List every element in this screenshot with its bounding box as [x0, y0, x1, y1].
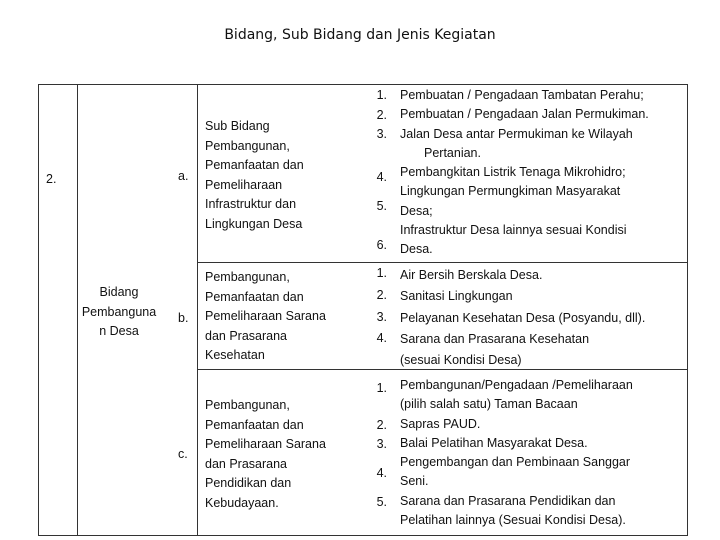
sub-bidang-b-text: Pembangunan, Pemanfaatan dan Pemeliharaan Sarana dan Prasarana Kesehatan — [205, 270, 326, 362]
list-item: Pembangunan/Pengadaan /Pemeliharaan — [400, 378, 633, 392]
activity-number: 6. — [376, 238, 387, 252]
activity-number: 2. — [376, 418, 387, 432]
activity-number: 3. — [376, 127, 387, 141]
list-item: Desa. — [400, 242, 433, 257]
activity-list-b — [400, 265, 645, 371]
list-item: Sarana dan Prasarana Pendidikan dan — [400, 493, 616, 508]
list-item: Pembuatan / Pengadaan Jalan Permukiman. — [400, 107, 649, 122]
list-item: Desa; — [400, 203, 433, 218]
list-item: (sesuai Kondisi Desa) — [400, 353, 522, 368]
bidang-label: Bidang Pembanguna n Desa — [81, 285, 157, 338]
activity-number: 4. — [376, 331, 387, 345]
sub-bidang-c-text: Pembangunan, Pemanfaatan dan Pemeliharaan Sarana dan Prasarana Pendidikan dan Kebudayaan. — [205, 398, 326, 510]
sub-letter-c: c. — [178, 447, 188, 461]
list-item: Jalan Desa antar Permukiman ke Wilayah — [400, 126, 633, 141]
column-divider — [197, 84, 198, 536]
activity-number: 4. — [376, 466, 387, 480]
sub-letter-b: b. — [178, 311, 189, 325]
activity-number: 2. — [376, 108, 387, 122]
activity-number: 3. — [376, 310, 387, 324]
list-item: Pembangkitan Listrik Tenaga Mikrohidro; — [400, 165, 626, 180]
list-item: Pelatihan lainnya (Sesuai Kondisi Desa). — [400, 513, 626, 528]
list-item: Seni. — [400, 474, 429, 489]
activity-number: 1. — [376, 266, 387, 280]
list-item: Lingkungan Permungkiman Masyarakat — [400, 184, 621, 199]
list-item: (pilih salah satu) Taman Bacaan — [400, 397, 578, 412]
sub-bidang-a-text: Sub Bidang Pembangunan, Pemanfaatan dan Pemeliharaan Infrastruktur dan Lingkungan Desa — [205, 119, 304, 231]
list-item: Pelayanan Kesehatan Desa (Posyandu, dll). — [400, 310, 646, 325]
list-item: Pembuatan / Pengadaan Tambatan Perahu; — [400, 88, 644, 102]
sub-letter-a: a. — [178, 169, 189, 183]
activity-list-a — [400, 86, 649, 260]
list-item: Pertanian. — [424, 145, 481, 160]
list-item: Balai Pelatihan Masyarakat Desa. — [400, 435, 588, 450]
activity-list-c — [400, 376, 633, 530]
activity-number: 1. — [376, 88, 387, 102]
activity-number: 4. — [376, 170, 387, 184]
activity-number: 5. — [376, 495, 387, 509]
page-title: Bidang, Sub Bidang dan Jenis Kegiatan — [224, 27, 496, 43]
activity-number: 1. — [376, 381, 387, 395]
row-divider — [197, 262, 688, 263]
list-item: Infrastruktur Desa lainnya sesuai Kondisi — [400, 223, 627, 238]
list-item: Sarana dan Prasarana Kesehatan — [400, 331, 590, 346]
list-item: Sanitasi Lingkungan — [400, 289, 513, 304]
activity-number: 2. — [376, 288, 387, 302]
activity-number: 3. — [376, 437, 387, 451]
list-item: Air Bersih Berskala Desa. — [400, 268, 543, 282]
activity-number: 5. — [376, 199, 387, 213]
list-item: Pengembangan dan Pembinaan Sanggar — [400, 455, 631, 470]
row-number: 2. — [46, 172, 57, 186]
list-item: Sapras PAUD. — [400, 416, 481, 431]
